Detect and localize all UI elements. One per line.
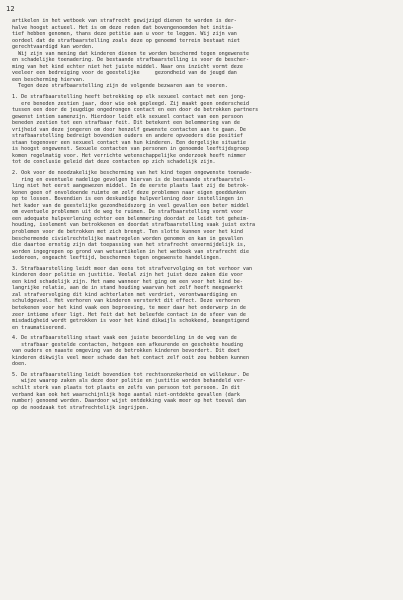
- text-line: doen.: [12, 361, 28, 368]
- text-line: komen regelmatig voor. Het verrichte wetenschappelijke onderzoek heeft nimmer: [12, 152, 246, 159]
- text-line: 1. De strafbaarstelling heeft betrekking op elk sexueel contact met een jong-: [12, 94, 246, 101]
- text-line: op te lossen. Bovendien is een deskundige hulpverlening door instellingen in: [12, 196, 243, 203]
- page-number: 12: [6, 5, 15, 13]
- text-line: veeleer een bedreiging voor de geestelijke gezondheid van de jeugd dan: [12, 70, 237, 77]
- text-line: tief hebben genomen, thans deze petitie aan u voor te leggen. Wij zijn van: [12, 31, 237, 38]
- text-line: zeer intieme sfeer ligt. Het feit dat het beleefde contact in de sfeer van de: [12, 311, 246, 318]
- text-line: schuldgevoel. Het verhoren van kinderen versterkt dit effect. Deze verhoren: [12, 298, 240, 305]
- text-line: vrijheid van deze jongeren om door henzelf gewenste contacten aan te gaan. De: [12, 126, 246, 133]
- text-line: ming van het kind echter niet het juiste middel. Naar ons inzicht vormt deze: [12, 63, 243, 70]
- text-line: een bescherming hiervan.: [12, 76, 85, 83]
- text-line: number) genoemd worden. Daardoor wijst ontdekking vaak meer op het toeval dan: [12, 398, 246, 405]
- text-line: artikelen in het wetboek van strafrecht gewijzigd dienen te worden is der-: [12, 18, 237, 24]
- text-line: tot de conclusie geleid dat deze contacten op zich schadelijk zijn.: [12, 159, 216, 166]
- text-line: kinderen dikwijls veel meer schade dan het contact zelf ooit zou hebben kunnen: [12, 354, 250, 361]
- text-line: tussen een door de jeugdige ongedrongen contact en een door de betrokken partners: [12, 107, 259, 114]
- document-body: [12, 18, 394, 411]
- text-line: een adequate hulpverlening echter een belemmering doordat ze leidt tot geheim-: [12, 215, 250, 222]
- text-line: misdadigheid wordt getrokken is voor het kind dikwijls schokkend, beangstigend: [12, 318, 250, 325]
- text-line: en traumatiserend.: [12, 324, 67, 331]
- text-line: strafbaarstelling bedreigt bovendien ouders en andere opvoeders die positief: [12, 133, 243, 140]
- text-line: is hoogst ongewenst. Sexuele contacten van personen in genoemde leeftijdsgroep: [12, 146, 250, 153]
- text-line: schilt sterk van plaats tot plaats en zelfs van persoon tot persoon. In dit: [12, 384, 240, 391]
- text-line: ling niet het eerst aangewezen middel. In de eerste plaats laat zij de betrok-: [12, 183, 250, 190]
- text-line: gerechtvaardigd kan worden.: [12, 44, 95, 51]
- text-line: op de noodzaak tot strafrechtelijk ingrijpen.: [12, 404, 149, 411]
- text-line: beneden zestien tot een strafbaar feit. Dit betekent een belemmering van de: [12, 120, 240, 127]
- text-line: een kind schadelijk zijn. Het name wanneer het ging om een voor het kind be-: [12, 278, 243, 285]
- text-line: problemen voor de betrokken met zich brengt. Ten slotte kunnen voor het kind: [12, 228, 243, 235]
- text-line: 4. De strafbaarstelling staat vaak een juiste beoordeling in de weg van de: [12, 335, 237, 342]
- text-line: ere beneden zestien jaar, door wie ook gepleegd. Zij maakt geen onderscheid: [12, 100, 250, 107]
- text-line: Tegen deze strafbaarstelling zijn de volgende bezwaren aan te voeren.: [12, 83, 228, 90]
- text-line: oordeel dat de strafbaarstelling zoals deze op genoemd terrein bestaat niet: [12, 37, 240, 44]
- text-line: gewenst intiem samenzijn. Hierdoor leidt elk sexueel contact van een persoon: [12, 113, 243, 120]
- text-line: langrijke relatie, aan de in stand houding waarvan het zelf heeft meegewerkt: [12, 285, 243, 292]
- text-line: betekenen voor het kind vaak een beproeving, te meer daar het onderwerp in de: [12, 304, 246, 311]
- text-line: 3. Strafbaarstelling leidt meer dan eens tot strafvervolging en tot verhoor van: [12, 265, 253, 272]
- text-line: halve hoogst actueel. Het is om deze reden dat bovengenoemden het initia-: [12, 24, 234, 31]
- text-line: worden ingegrepen op grond van wetsartikelen in het wetboek van strafrecht die: [12, 248, 250, 255]
- text-line: 2. Ook voor de noodzakelijke bescherming van het kind tegen ongewenste toenade-: [12, 170, 253, 177]
- text-line: zal strafvervolging dit kind achterlaten met verdriet, verontwaardiging en: [12, 291, 237, 298]
- text-line: Wij zijn van mening dat kinderen dienen te worden beschermd tegen ongewenste: [12, 50, 250, 57]
- text-line: iedereen, ongeacht leeftijd, beschermen tegen ongewenste handelingen.: [12, 255, 222, 262]
- text-line: kenen geen of onvoldoende ruimte om zelf deze problemen naar eigen goeddunken: [12, 189, 246, 196]
- text-line: beschermende civielrechtelijke maatregelen worden genomen en kan in gevallen: [12, 235, 243, 242]
- text-line: houding, isolement van betrokkenen en doordat strafbaarstelling vaak juist extra: [12, 222, 256, 229]
- text-line: ring en eventuele nadelige gevolgen hiervan is de bestaande strafbaarstel-: [12, 176, 246, 183]
- text-line: die daartoe ernstig zijn dat toepassing van het strafrecht onvermijdelijk is,: [12, 242, 246, 249]
- text-line: 5. De strafbaarstelling leidt bovendien tot rechtsonzekerheid en willekeur. De: [12, 371, 250, 378]
- text-line: het kader van de geestelijke gezondheidszorg in veel gevallen een beter middel: [12, 202, 250, 209]
- text-line: kinderen door politie en justitie. Veelal zijn het juist deze zaken die voor: [12, 272, 243, 279]
- text-line: van ouders en naaste omgeving van de betrokken kinderen bevordert. Dit doet: [12, 348, 240, 355]
- text-line: om eventuele problemen uit de weg te ruimen. De strafbaarstelling vormt voor: [12, 209, 243, 216]
- text-line: wijze waarop zaken als deze door politie en justitie worden behandeld ver-: [12, 378, 246, 385]
- text-line: verband kan ook het waarschijnlijk hoge aantal niet-ontdekte gevallen (dark: [12, 391, 240, 398]
- text-line: staan tegenover een sexueel contact van hun kinderen. Een dergelijke situatie: [12, 139, 246, 146]
- text-line: strafbaar gestelde contacten, hetgeen een afkeurende en geschokte houding: [12, 341, 243, 348]
- text-line: en schadelijke toenadering. De bestaande strafbaarstelling is voor de bescher-: [12, 57, 250, 64]
